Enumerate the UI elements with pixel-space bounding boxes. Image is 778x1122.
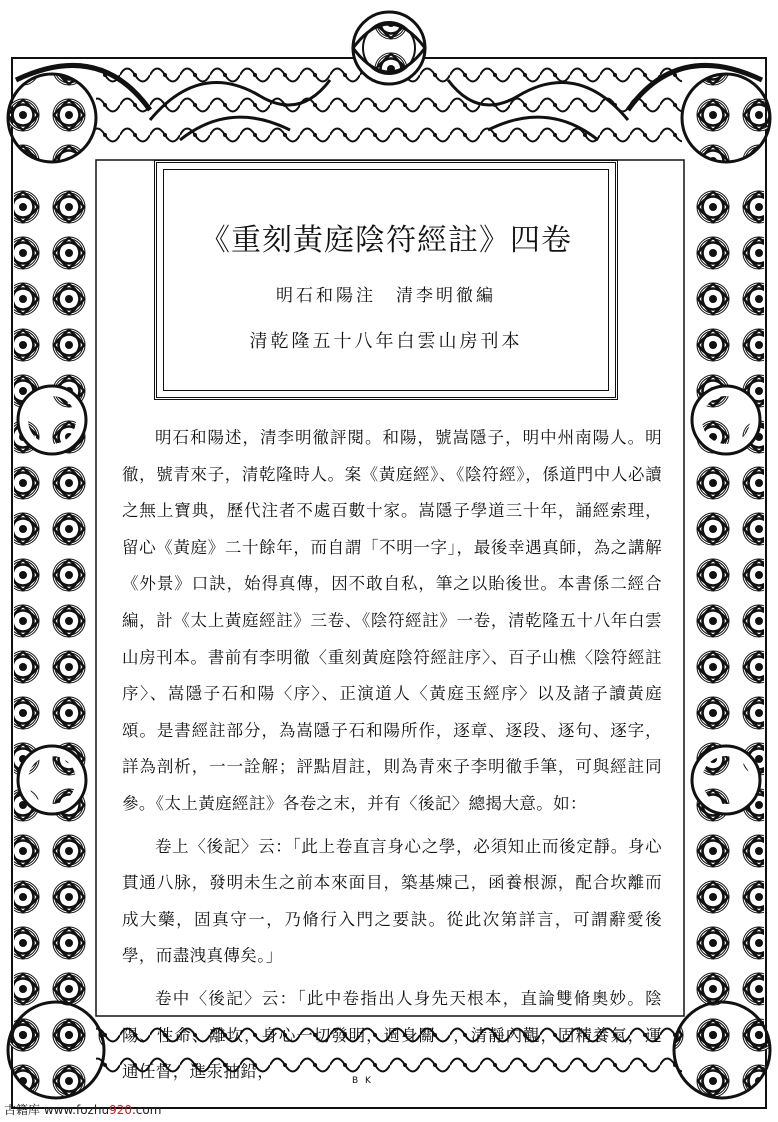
watermark-site: www.fozhu xyxy=(43,1103,110,1117)
description-body xyxy=(122,420,662,1097)
right-border-band xyxy=(684,180,764,1060)
book-title: 《重刻黃庭陰符經註》四卷 xyxy=(200,223,572,258)
watermark-number: 920 xyxy=(109,1103,132,1117)
watermark-tld: .com xyxy=(131,1103,162,1117)
book-authors: 明石和陽注 清李明徹編 xyxy=(276,286,496,306)
watermark-label: 古籍库 xyxy=(4,1103,41,1117)
site-watermark xyxy=(4,1101,161,1118)
top-knot-medallion xyxy=(353,12,425,84)
title-cartouche xyxy=(154,160,618,400)
paragraph: 明石和陽述，清李明徹評閱。和陽，號嵩隱子，明中州南陽人。明徹，號青來子，清乾隆時人。案《黃庭經》、《陰符經》，係道門中人必讀之無上寶典，歷代注者不處百數十家。嵩隱子學道三十年，誦經索理，留心《黃庭》二十餘年，而自謂「不明一字」，最後幸遇真師，為之講解《外景》口訣，始得真傳，因不敢自私，筆之以貽後世。本書係二經合編，計《太上黃庭經註》三卷、《陰符經註》一卷，清乾隆五十八年白雲山房刊本。書前有李明徹〈重刻黃庭陰符經註序〉、百子山樵〈陰符經註序〉、嵩隱子石和陽〈序〉、正演道人〈黃庭玉經序〉以及諸子讀黃庭頌。是書經註部分，為嵩隱子石和陽所作，逐章、逐段、逐句、逐字，詳為剖析，一一詮解；評點眉註，則為青來子李明徹手筆，可與經註同參。《太上黃庭經註》各卷之末，并有〈後記〉總揭大意。如： xyxy=(122,428,662,813)
corner-knot-bottom-right xyxy=(674,1002,770,1098)
paragraph: 卷中〈後記〉云：「此中卷指出人身先天根本，直論雙脩奧妙。陰陽、性命、離坎，身心一切發明，週身關 ，清靜內觀，固精養氣，運通任督，進汞抽鉛， xyxy=(122,988,662,1082)
page-mark: B K xyxy=(352,1076,373,1086)
left-border-band xyxy=(14,180,92,1060)
paragraph: 卷上〈後記〉云：「此上卷直言身心之學，必須知止而後定靜。身心貫通八脉，發明未生之前本來面目，築基煉己，函養根源，配合坎離而成大藥，固真守一，乃脩行入門之要訣。從此次第詳言，可謂辭愛後學，而盡洩真傳矣。」 xyxy=(122,836,662,966)
title-cartouche-inner-border xyxy=(163,169,609,391)
corner-knot-bottom-left xyxy=(8,1002,104,1098)
book-edition: 清乾隆五十八年白雲山房刊本 xyxy=(249,331,523,352)
